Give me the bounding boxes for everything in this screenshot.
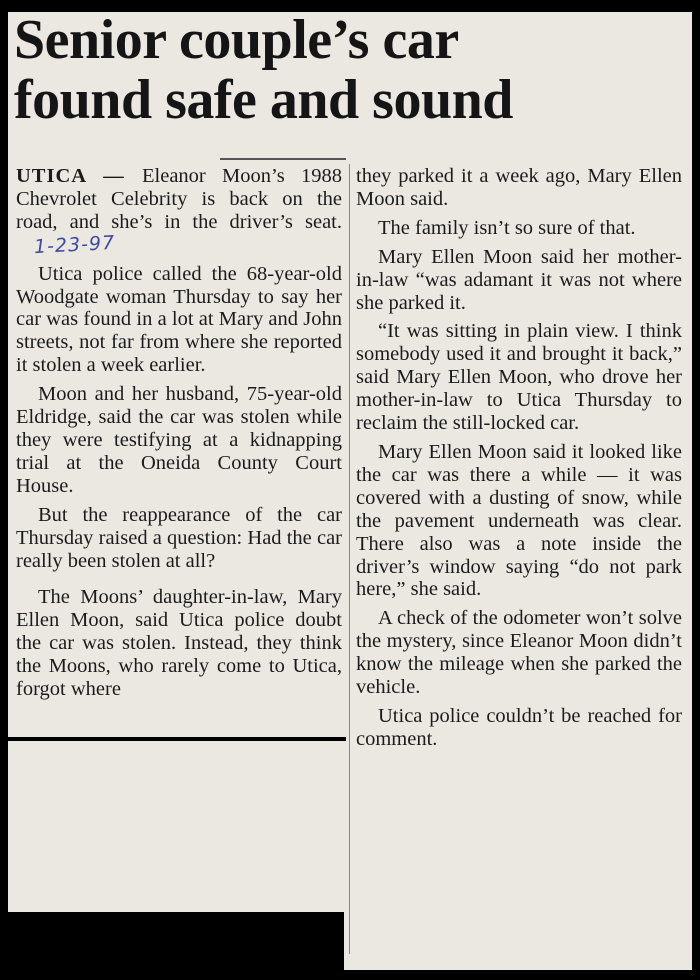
- paragraph: The family isn’t so sure of that.: [378, 216, 636, 239]
- headline-line-2: found safe and sound: [14, 69, 513, 131]
- paragraph: [16, 165, 342, 257]
- headline-rule: [220, 158, 346, 160]
- handwritten-date: 1-23-97: [33, 231, 116, 258]
- lead-text: Eleanor Moon’s 1988 Chevrolet Celebrity is back on the road, and she’s in the driver’s seat.: [16, 165, 342, 233]
- paragraph: Mary Ellen Moon said her mother-in-law “was adamant it was not where she parked it.: [356, 245, 682, 314]
- clipping-cut-line: [8, 737, 346, 741]
- paragraph: But the reappearance of the car Thursday raised a question: Had the car really been stolen at all?: [16, 503, 342, 572]
- clipping-cut-corner: [8, 912, 344, 970]
- column-1: [16, 165, 342, 707]
- column-2: [356, 165, 682, 757]
- paragraph: The Moons’ daughter-in-law, Mary Ellen Moon, said Utica police doubt the car was stolen. Instead, they think the Moons, who rarely come to Utica, forgot where: [16, 586, 342, 701]
- column-divider: [349, 164, 350, 954]
- headline: [14, 10, 684, 130]
- dateline: UTICA —: [16, 165, 143, 187]
- headline-line-1: Senior couple’s car: [14, 9, 459, 71]
- paragraph: “It was sitting in plain view. I think somebody used it and brought it back,” said Mary Ellen Moon, who drove her mother-in-law to Utica Thursday to reclaim the still-locked car.: [356, 320, 682, 435]
- paragraph: Utica police called the 68-year-old Woodgate woman Thursday to say her car was found in a lot at Mary and John streets, not far from where she reported it stolen a week earlier.: [16, 262, 342, 377]
- paragraph: Utica police couldn’t be reached for comment.: [356, 704, 682, 750]
- paragraph: Moon and her husband, 75-year-old Eldridge, said the car was stolen while they were testifying at a kidnapping trial at the Oneida County Court House.: [16, 383, 342, 497]
- paragraph: Mary Ellen Moon said it looked like the car was there a while — it was covered with a dusting of snow, while the pavement underneath was clear. There also was a note inside the driver’s window saying “do not park here,” she said.: [356, 440, 682, 601]
- paragraph: they parked it a week ago, Mary Ellen Moon said.: [356, 165, 682, 210]
- paragraph: A check of the odometer won’t solve the mystery, since Eleanor Moon didn’t know the mileage when she parked the vehicle.: [356, 607, 682, 699]
